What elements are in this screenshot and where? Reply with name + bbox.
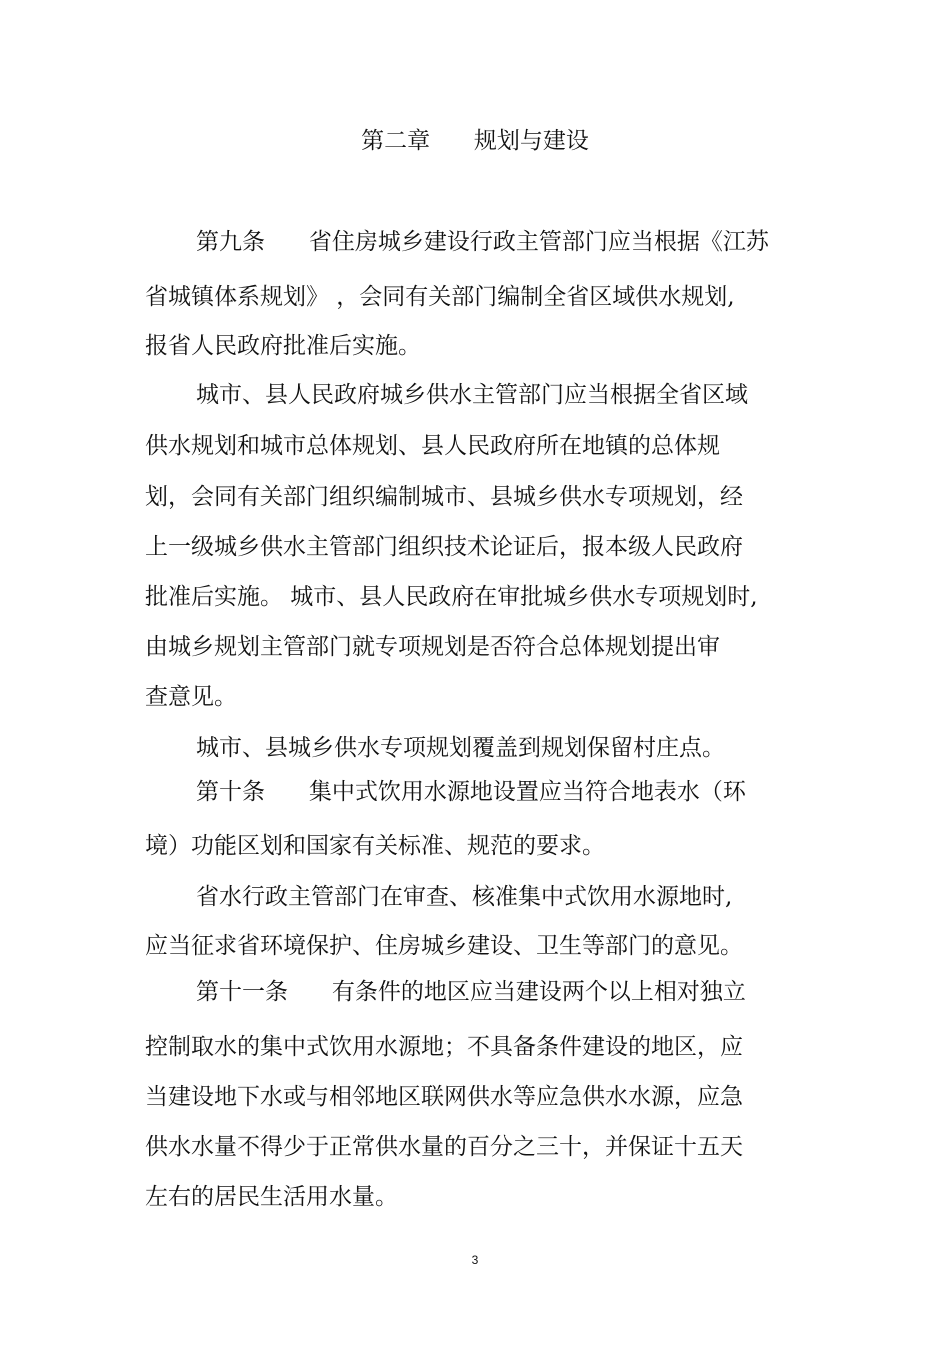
article-9-para-2-line-7: 查意见。 [145,684,237,710]
article-10-para-2-line-1: 省水行政主管部门在审查、核准集中式饮用水源地时, [196,884,733,910]
article-9-para-2-line-6: 由城乡规划主管部门就专项规划是否符合总体规划提出审 [145,634,720,660]
article-9-para-2-line-4: 上一级城乡供水主管部门组织技术论证后，报本级人民政府 [145,534,743,560]
article-10-para-2-line-2: 应当征求省环境保护、住房城乡建设、卫生等部门的意见。 [145,933,743,959]
article-10-line-2: 境）功能区划和国家有关标准、规范的要求。 [145,833,605,859]
article-11-line-1: 第十一条 有条件的地区应当建设两个以上相对独立 [196,979,746,1005]
article-10-line-1: 第十条 集中式饮用水源地设置应当符合地表水（环 [196,779,746,805]
article-9-para-2-line-5: 批准后实施。 城市、县人民政府在审批城乡供水专项规划时, [145,584,758,610]
article-9-line-2: 省城镇体系规划》 ，会同有关部门编制全省区域供水规划, [145,284,735,310]
article-11-line-5: 左右的居民生活用水量。 [145,1184,398,1210]
page-number: 3 [471,1253,479,1267]
article-9-para-2-line-1: 城市、县人民政府城乡供水主管部门应当根据全省区域 [196,382,748,408]
article-9-para-2-line-2: 供水规划和城市总体规划、县人民政府所在地镇的总体规 [145,433,720,459]
article-9-para-2-line-3: 划，会同有关部门组织编制城市、县城乡供水专项规划，经 [145,484,743,510]
chapter-title: 第二章 规划与建设 [361,128,589,154]
article-11-line-3: 当建设地下水或与相邻地区联网供水等应急供水水源，应急 [145,1084,743,1110]
article-11-line-2: 控制取水的集中式饮用水源地；不具备条件建设的地区，应 [145,1034,743,1060]
article-11-line-4: 供水水量不得少于正常供水量的百分之三十，并保证十五天 [145,1134,743,1160]
article-9-line-3: 报省人民政府批准后实施。 [145,333,421,359]
article-9-para-3-line-1: 城市、县城乡供水专项规划覆盖到规划保留村庄点。 [196,735,725,761]
article-9-line-1: 第九条 省住房城乡建设行政主管部门应当根据《江苏 [196,229,769,255]
